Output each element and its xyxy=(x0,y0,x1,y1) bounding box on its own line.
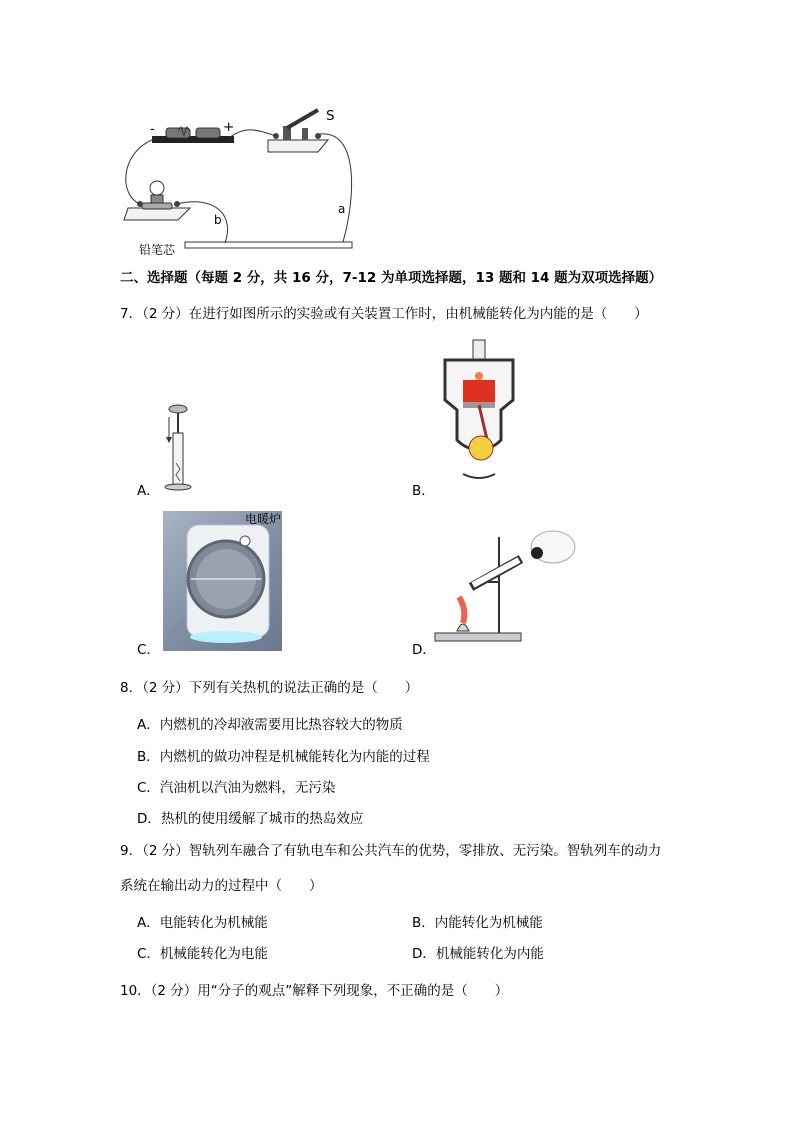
q9-option-d: D．机械能转化为内能 xyxy=(412,946,544,962)
q8-option-a: A．内燃机的冷却液需要用比热容较大的物质 xyxy=(137,717,403,733)
q9-option-b: B．内能转化为机械能 xyxy=(412,915,543,931)
q9-option-c: C．机械能转化为电能 xyxy=(137,946,268,962)
q7-option-a-label: A． xyxy=(137,483,160,499)
battery-plus-label: + xyxy=(223,119,235,135)
q7-stem: 7．（2 分）在进行如图所示的实验或有关装置工作时，由机械能转化为内能的是（ ） xyxy=(120,306,648,322)
q9-stem-line1: 9．（2 分）智轨列车融合了有轨电车和公共汽车的优势，零排放、无污染。智轨列车的动力 xyxy=(120,843,662,859)
q7-option-c-label: C． xyxy=(137,642,160,658)
q10-stem: 10．（2 分）用“分子的观点”解释下列现象，不正确的是（ ） xyxy=(120,983,509,999)
q7-figure-c-heater xyxy=(163,511,282,651)
battery-minus-label: - xyxy=(150,121,155,137)
q7-figure-a-pump xyxy=(160,405,220,495)
circuit-drawing xyxy=(0,0,794,260)
q8-option-d: D．热机的使用缓解了城市的热岛效应 xyxy=(137,811,364,827)
q9-option-a: A．电能转化为机械能 xyxy=(137,915,268,931)
wire-b-label: b xyxy=(214,213,222,227)
pencil-lead-label: 铅笔芯 xyxy=(139,243,176,257)
q8-option-b: B．内燃机的做功冲程是机械能转化为内能的过程 xyxy=(137,749,430,765)
switch-label: S xyxy=(326,108,335,124)
wire-a-label: a xyxy=(338,202,346,216)
section-title: 二、选择题（每题 2 分，共 16 分，7-12 为单项选择题，13 题和 14 题为双项选择题） xyxy=(120,270,663,286)
q7-figure-d-test-tube xyxy=(435,527,595,647)
q7-option-d-label: D． xyxy=(412,642,436,658)
q8-option-c: C．汽油机以汽油为燃料，无污染 xyxy=(137,780,336,796)
q7-option-b-label: B． xyxy=(412,483,435,499)
q7-figure-b-engine xyxy=(435,340,525,490)
q7-heater-label: 电暖炉 xyxy=(245,512,282,526)
q8-stem: 8．（2 分）下列有关热机的说法正确的是（ ） xyxy=(120,680,419,696)
q9-stem-line2: 系统在输出动力的过程中（ ） xyxy=(120,878,323,894)
